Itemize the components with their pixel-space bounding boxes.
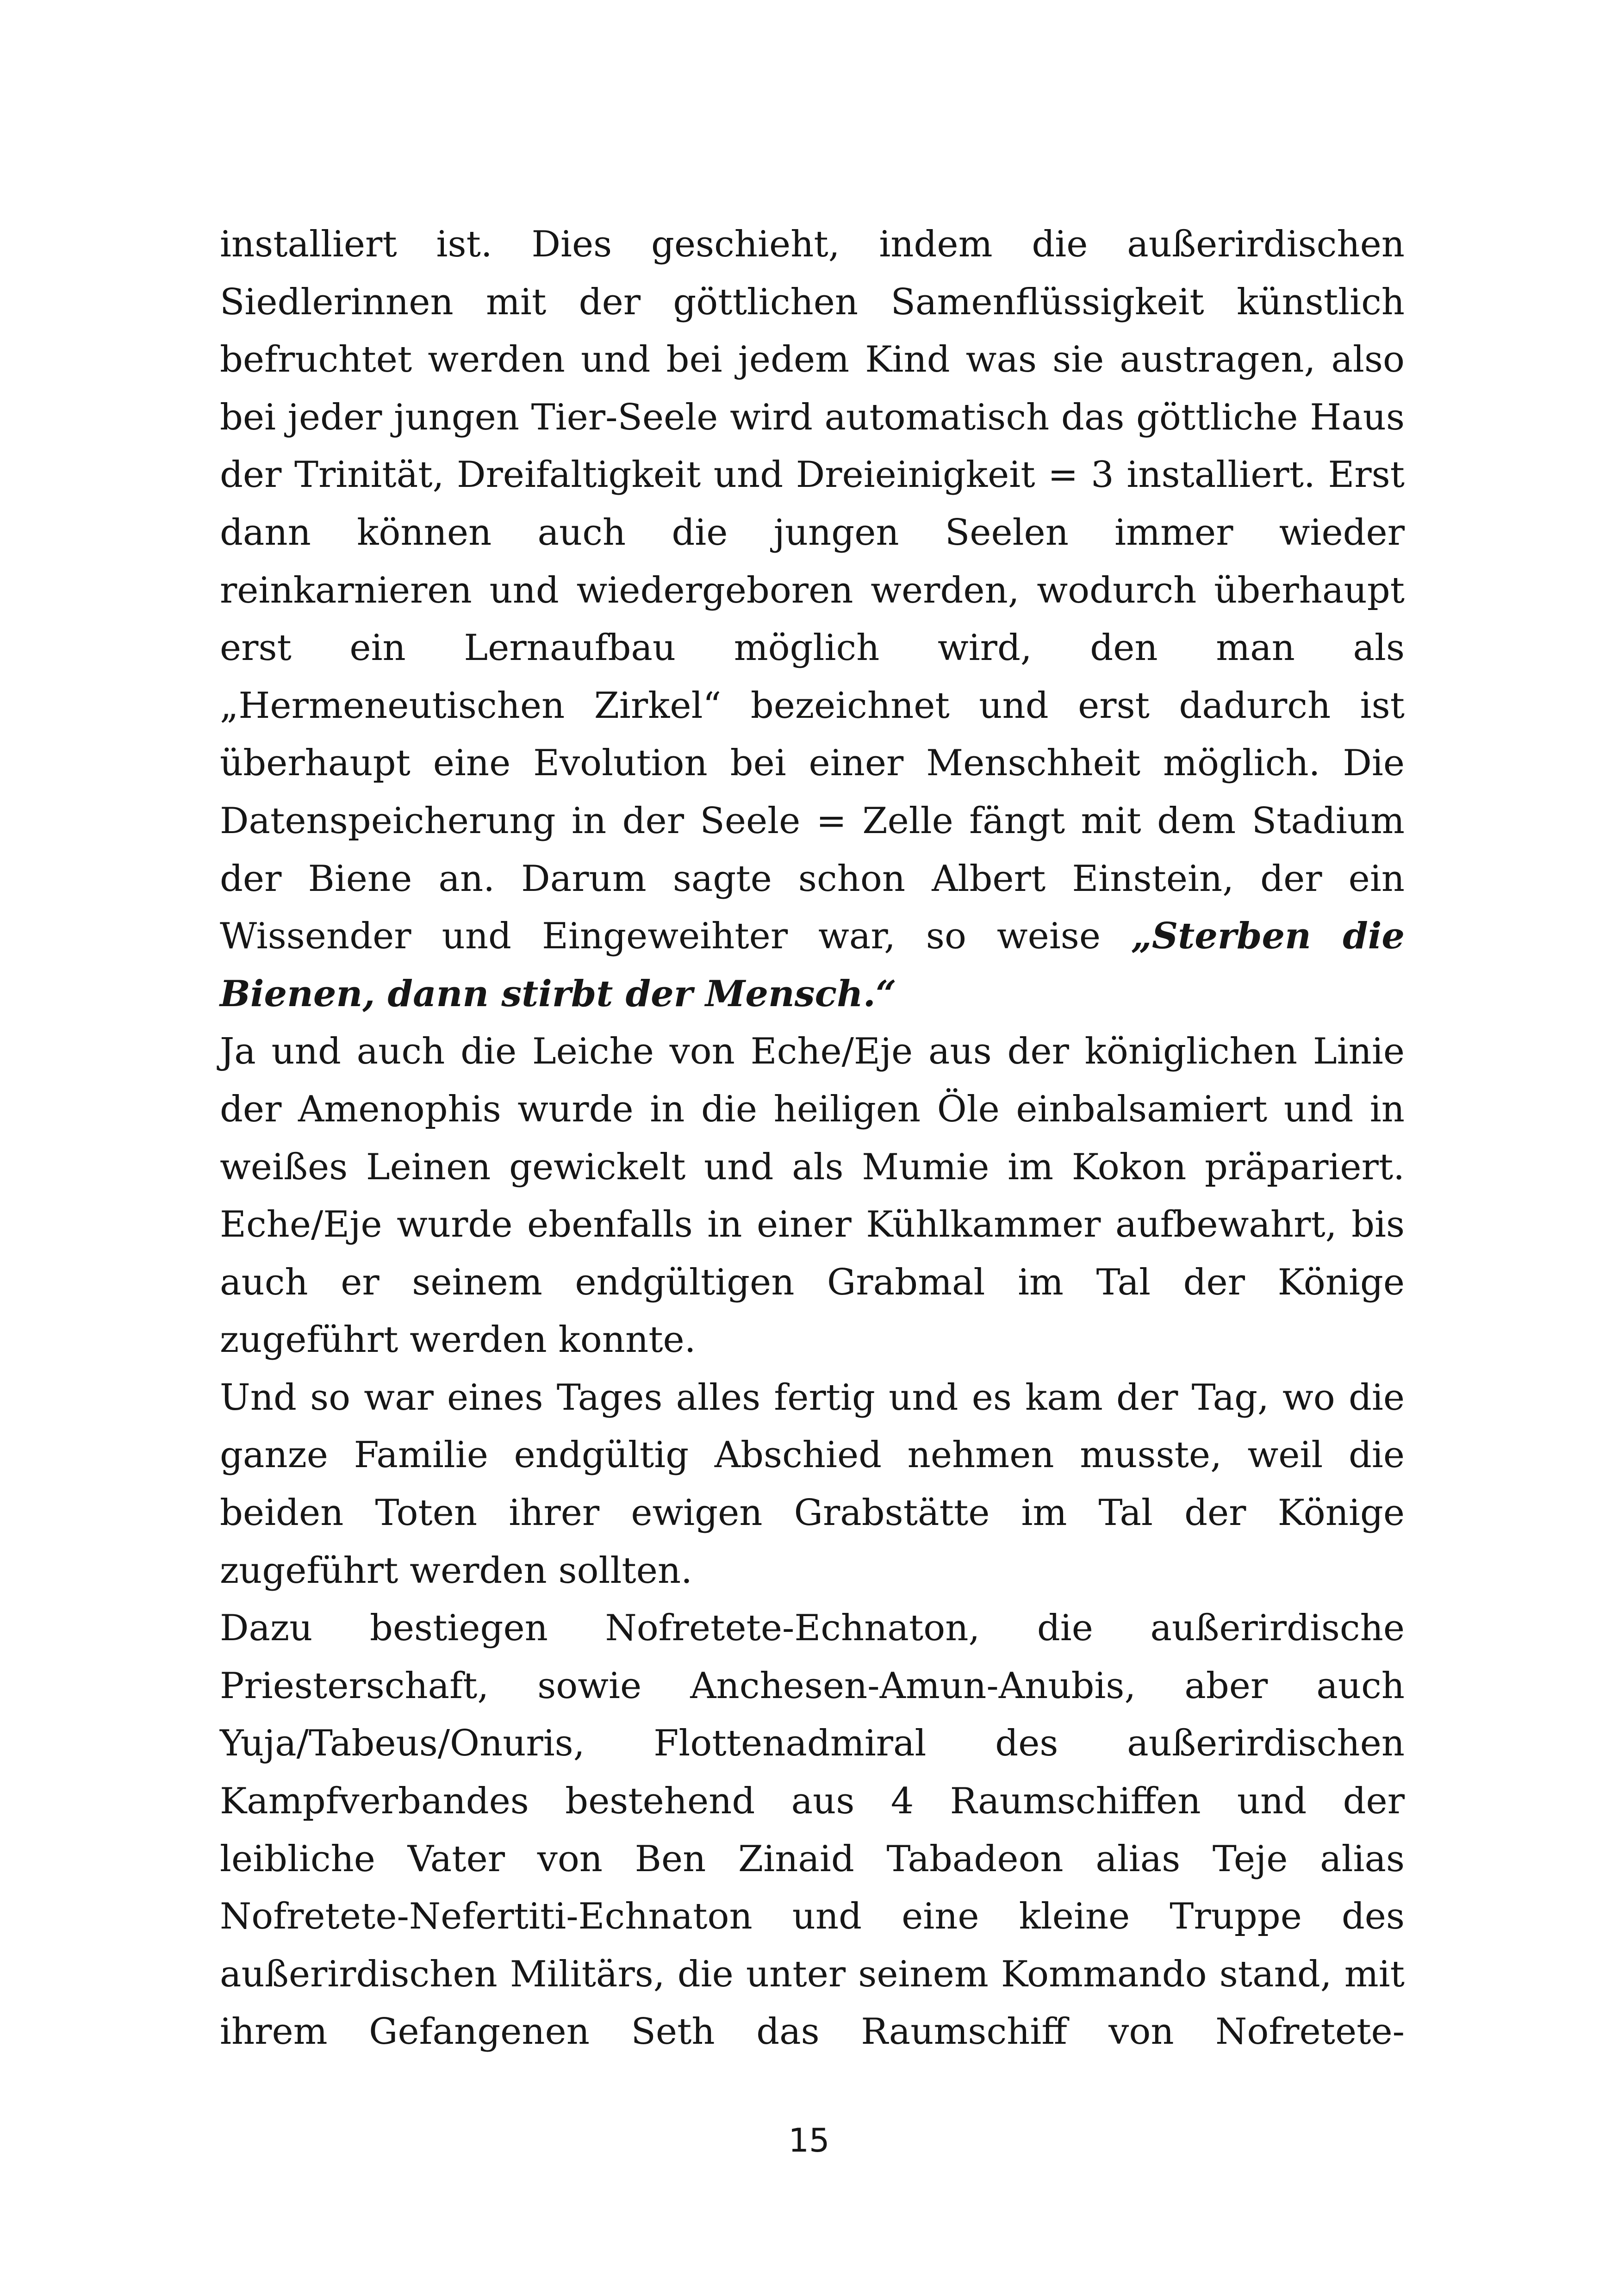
paragraph <box>220 216 1405 1023</box>
paragraph-text: Dazu bestiegen Nofretete-Echnaton, die außerirdische Priesterschaft, sowie Anchesen-Amun-Anubis, aber auch Yuja/Tabeus/Onuris, Flottenadmiral des außerirdischen Kampfverbandes bestehend aus 4 Raumschiffen und der leibliche Vater von Ben Zinaid Tabadeon alias Teje alias Nofretete-Nefertiti-Echnaton und eine kleine Truppe des außerirdischen Militärs, die unter seinem Kommando stand, mit ihrem Gefangenen Seth das Raumschiff von Nofretete- <box>220 1607 1405 2053</box>
paragraph-text: Und so war eines Tages alles fertig und es kam der Tag, wo die ganze Familie endgültig Abschied nehmen musste, weil die beiden Toten ihrer ewigen Grabstätte im Tal der Könige zugeführt werden sollten. <box>220 1376 1405 1592</box>
body-text <box>220 216 1405 2061</box>
einstein-quote: „Sterben die Bienen, dann stirbt der Mensch.“ <box>220 915 1405 1015</box>
paragraph-text: Ja und auch die Leiche von Eche/Eje aus der königlichen Linie der Amenophis wurde in die heiligen Öle einbalsamiert und in weißes Leinen gewickelt und als Mumie im Kokon präpariert. Eche/Eje wurde ebenfalls in einer Kühlkammer aufbewahrt, bis auch er seinem endgültigen Grabmal im Tal der Könige zugeführt werden konnte. <box>220 1031 1405 1361</box>
paragraph <box>220 1023 1405 1369</box>
page-number: 15 <box>788 2122 830 2159</box>
paragraph <box>220 1599 1405 2061</box>
paragraph <box>220 1369 1405 1599</box>
paragraph-text: installiert ist. Dies geschieht, indem die außerirdischen Siedlerinnen mit der göttlichen Samenflüssigkeit künstlich befruchtet werden und bei jedem Kind was sie austragen, also bei jeder jungen Tier-Seele wird automatisch das göttliche Haus der Trinität, Dreifaltigkeit und Dreieinigkeit = 3 installiert. Erst dann können auch die jungen Seelen immer wieder reinkarnieren und wiedergeboren werden, wodurch überhaupt erst ein Lernaufbau möglich wird, den man als „Hermeneutischen Zirkel“ bezeichnet und erst dadurch ist überhaupt eine Evolution bei einer Menschheit möglich. Die Datenspeicherung in der Seele = Zelle fängt mit dem Stadium der Biene an. Darum sagte schon Albert Einstein, der ein Wissender und Eingeweihter war, so weise <box>220 224 1405 958</box>
